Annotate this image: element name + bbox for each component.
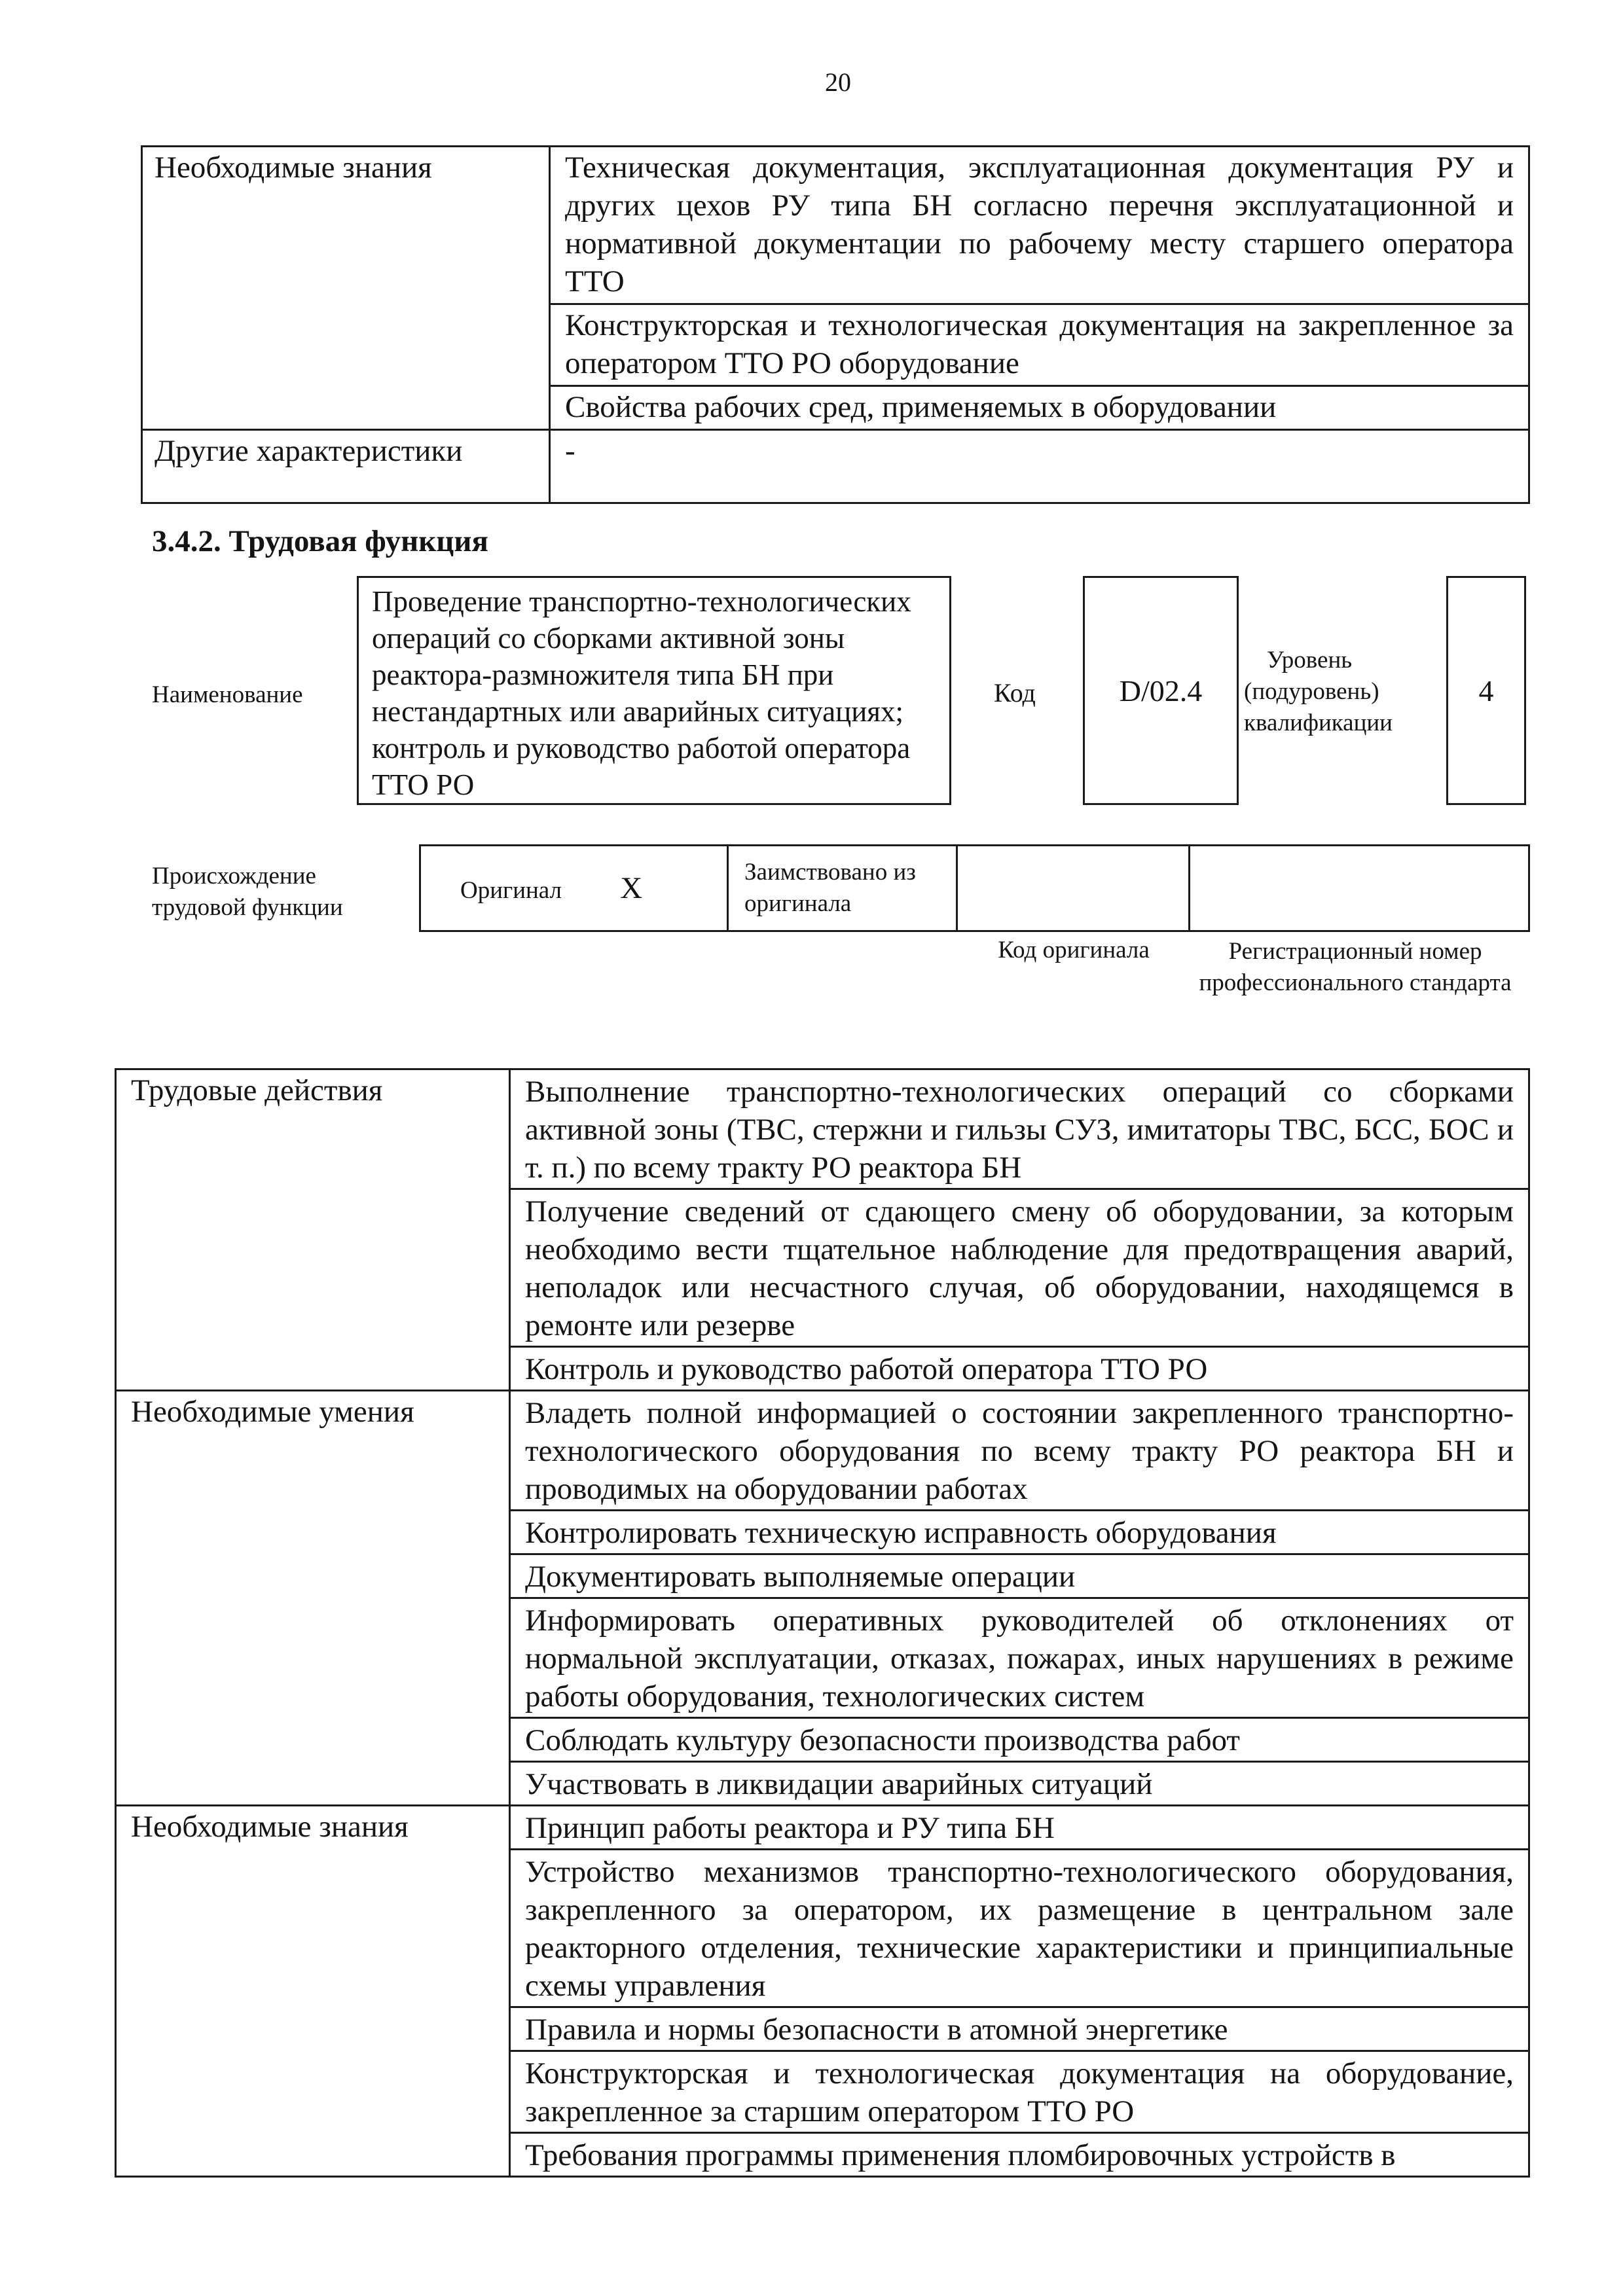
action-item: Выполнение транспортно-технологических операций со сборками активной зоны (ТВС, стержни и гильзы СУЗ, имитаторы ТВС, БСС, БОС и т. п.) по всему тракту РО реактора БН [510, 1069, 1529, 1189]
knowledge-item: Конструкторская и технологическая документация на оборудование, закрепленное за старшим оператором ТТО РО [510, 2051, 1529, 2133]
row-label-knowledge: Необходимые знания [142, 147, 550, 430]
page-number: 20 [825, 67, 851, 97]
original-cell [420, 846, 728, 931]
skill-item: Документировать выполняемые операции [510, 1554, 1529, 1598]
skill-item: Информировать оперативных руководителей об отклонениях от нормальной эксплуатации, отказах, пожарах, иных нарушениях в режиме работы оборудования, технологических систем [510, 1598, 1529, 1718]
knowledge-item: Требования программы применения пломбировочных устройств в [510, 2133, 1529, 2177]
original-label: Оригинал [460, 877, 562, 904]
main-table [115, 1068, 1530, 2178]
reg-number-cell [1190, 846, 1529, 931]
origin-label: Происхождение трудовой функции [152, 863, 343, 921]
top-table [141, 145, 1530, 504]
origin-table [419, 844, 1530, 932]
code-value: D/02.4 [1083, 576, 1239, 805]
name-label: Наименование [152, 681, 303, 708]
level-value: 4 [1446, 576, 1526, 805]
row-label-skills: Необходимые умения [116, 1391, 510, 1806]
row-label-actions: Трудовые действия [116, 1069, 510, 1391]
original-code-caption: Код оригинала [998, 937, 1150, 963]
function-name: Проведение транспортно-технологических операций со сборками активной зоны реактора-размножителя типа БН при нестандартных или аварийных ситуациях; контроль и руководство работой оператора ТТО РО [357, 576, 951, 805]
skill-item: Участвовать в ликвидации аварийных ситуаций [510, 1762, 1529, 1806]
skill-item: Соблюдать культуру безопасности производства работ [510, 1718, 1529, 1762]
original-code-cell [957, 846, 1190, 931]
section-title: 3.4.2. Трудовая функция [152, 524, 488, 558]
borrowed-label: Заимствовано из оригинала [728, 846, 957, 931]
action-item: Получение сведений от сдающего смену об оборудовании, за которым необходимо вести тщательное наблюдение для предотвращения аварий, неполадок или несчастного случая, об оборудовании, находящемся в ремонте или резерве [510, 1189, 1529, 1347]
action-item: Контроль и руководство работой оператора ТТО РО [510, 1347, 1529, 1391]
knowledge-item: Конструкторская и технологическая документация на закрепленное за оператором ТТО РО оборудование [550, 304, 1529, 386]
knowledge-item: Техническая документация, эксплуатационная документация РУ и других цехов РУ типа БН согласно перечня эксплуатационной и нормативной документации по рабочему месту старшего оператора ТТО [550, 147, 1529, 304]
row-label-other: Другие характеристики [142, 430, 550, 503]
original-mark: X [620, 871, 643, 905]
knowledge-item: Устройство механизмов транспортно-технологического оборудования, закрепленного за оператором, их размещение в центральном зале реакторного отделения, технические характеристики и принципиальные схемы управления [510, 1850, 1529, 2007]
level-label: Уровень (подуровень) квалификации [1244, 647, 1393, 736]
knowledge-item: Свойства рабочих сред, применяемых в оборудовании [550, 386, 1529, 430]
knowledge-item: Правила и нормы безопасности в атомной энергетике [510, 2007, 1529, 2051]
skill-item: Контролировать техническую исправность оборудования [510, 1511, 1529, 1554]
other-item: - [550, 430, 1529, 503]
row-label-knowledge-2: Необходимые знания [116, 1806, 510, 2177]
skill-item: Владеть полной информацией о состоянии закрепленного транспортно-технологического оборудования по всему тракту РО реактора БН и проводимых на оборудовании работах [510, 1391, 1529, 1511]
knowledge-item: Принцип работы реактора и РУ типа БН [510, 1806, 1529, 1850]
code-label: Код [994, 678, 1036, 708]
reg-number-caption: Регистрационный номер профессионального стандарта [1199, 938, 1512, 996]
